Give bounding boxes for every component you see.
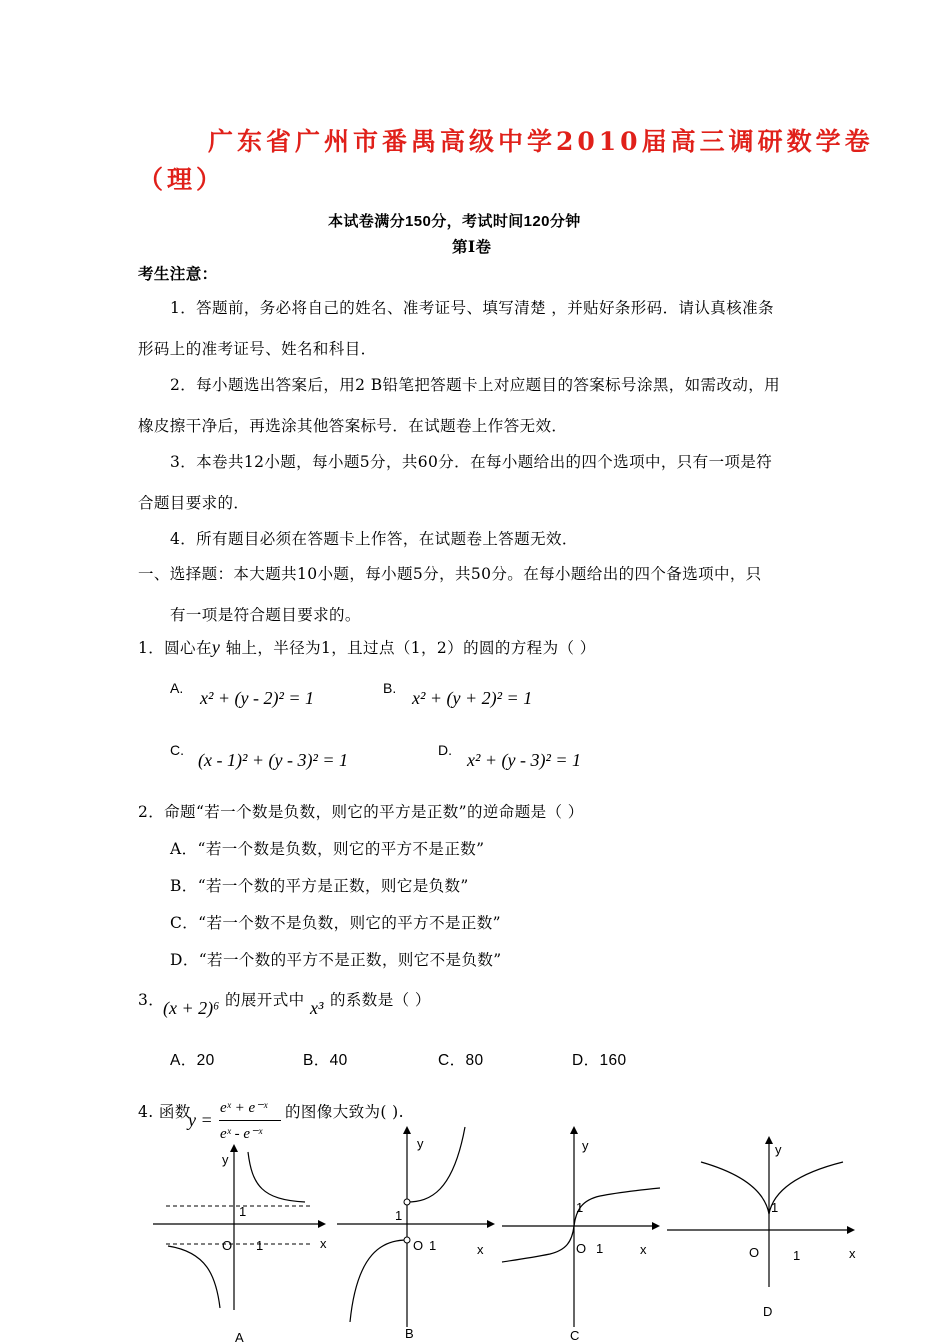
q4-denominator: eˣ - e⁻ˣ (220, 1126, 263, 1142)
notice-3-line-b: 合题目要求的． (138, 494, 250, 512)
q1-option-c[interactable]: (x - 1)² + (y - 3)² = 1 (198, 750, 349, 770)
q3-number: 3． (138, 991, 165, 1009)
q1-option-a[interactable]: x² + (y - 2)² = 1 (200, 688, 315, 708)
q1-option-d[interactable]: x² + (y - 3)² = 1 (467, 750, 582, 770)
q3-option-a[interactable]: A．20 (170, 1052, 215, 1069)
q3-tail: 的系数是（ ） (330, 991, 431, 1009)
graph-b-x-label: x (477, 1242, 484, 1257)
q1-stem-a: 1．圆心在 (138, 639, 212, 657)
q1-option-b-label[interactable]: B. (383, 680, 397, 696)
q4-graph-d[interactable] (665, 1122, 875, 1322)
notice-heading: 考生注意： (138, 264, 218, 283)
volume-label: 第Ⅰ卷 (452, 237, 492, 256)
q4-graph-c[interactable] (500, 1122, 665, 1344)
graph-d-one-y: 1 (771, 1200, 779, 1215)
graph-a-y-label: y (222, 1152, 229, 1167)
graph-a-one-x: 1 (256, 1238, 264, 1253)
q4-graph-a[interactable] (150, 1130, 330, 1344)
graph-a-one-y: 1 (239, 1204, 247, 1219)
graph-c-y-label: y (582, 1138, 589, 1153)
graph-c-label: C (570, 1328, 580, 1343)
q1-stem-b: 轴上，半径为1，且过点（1，2）的圆的方程为（ ） (220, 639, 596, 657)
q4-fraction-bar (219, 1120, 281, 1121)
q3-mid: 的展开式中 (225, 991, 305, 1009)
graph-d-y-label: y (775, 1142, 782, 1157)
graph-b-one-y: 1 (395, 1208, 403, 1223)
graph-d-one-x: 1 (793, 1248, 801, 1263)
q4-prefix: 4. 函数 (138, 1103, 191, 1121)
notice-1-line-a: 1．答题前，务必将自己的姓名、准考证号、填写清楚 ，并贴好条形码．请认真核准条 (170, 299, 774, 317)
q1-stem (138, 636, 596, 658)
graph-c-one-y: 1 (576, 1200, 584, 1215)
q3-option-d[interactable]: D．160 (572, 1052, 627, 1069)
graph-d-x-label: x (849, 1246, 856, 1261)
q1-stem-var: y (211, 637, 221, 657)
q4-graph-b[interactable] (335, 1122, 500, 1344)
q2-option-a[interactable]: A．“若一个数是负数，则它的平方不是正数” (170, 840, 485, 858)
exam-subtitle: 本试卷满分150分，考试时间120分钟 (328, 213, 581, 230)
graph-a-origin: O (222, 1238, 233, 1253)
notice-2-line-a: 2．每小题选出答案后，用2 B铅笔把答题卡上对应题目的答案标号涂黑，如需改动，用 (170, 376, 781, 394)
q3-variable: x³ (310, 998, 324, 1018)
graph-b-y-label: y (417, 1136, 424, 1151)
notice-2-line-b: 橡皮擦干净后，再选涂其他答案标号．在试题卷上作答无效． (138, 417, 568, 435)
q4-numerator: eˣ + e⁻ˣ (220, 1100, 268, 1116)
notice-4-line-a: 4．所有题目必须在答题卡上作答，在试题卷上答题无效． (170, 530, 578, 548)
q4-lhs: y = (188, 1110, 213, 1130)
q3-expression: (x + 2)⁶ (163, 998, 220, 1018)
graph-b-label: B (405, 1326, 414, 1341)
graph-d-label: D (763, 1304, 773, 1319)
page-title: 广东省广州市番禺高级中学2010届高三调研数学卷 (208, 127, 874, 156)
notice-3-line-a: 3．本卷共12小题，每小题5分，共60分．在每小题给出的四个选项中，只有一项是符 (170, 453, 773, 471)
graph-c-origin: O (576, 1241, 587, 1256)
graph-c-one-x: 1 (596, 1241, 604, 1256)
graph-a-label: A (235, 1330, 244, 1344)
q1-option-d-label[interactable]: D. (438, 742, 452, 758)
q1-option-b[interactable]: x² + (y + 2)² = 1 (412, 688, 533, 708)
section-heading: 一、选择题：本大题共10小题，每小题5分，共50分。在每小题给出的四个备选项中，只 (138, 565, 762, 583)
graph-d-origin: O (749, 1245, 760, 1260)
graph-b-origin: O (413, 1238, 424, 1253)
q2-option-b[interactable]: B．“若一个数的平方是正数，则它是负数” (170, 877, 469, 895)
page-title-suffix: （理） (138, 165, 226, 194)
q1-option-c-label[interactable]: C. (170, 742, 184, 758)
graph-a-x-label: x (320, 1236, 327, 1251)
q1-option-a-label[interactable]: A. (170, 680, 184, 696)
q3-option-c[interactable]: C．80 (438, 1052, 484, 1069)
graph-b-one-x: 1 (429, 1238, 437, 1253)
graph-c-x-label: x (640, 1242, 647, 1257)
q2-stem: 2．命题“若一个数是负数，则它的平方是正数”的逆命题是（ ） (138, 803, 584, 821)
q3-option-b[interactable]: B．40 (303, 1052, 348, 1069)
section-heading-cont: 有一项是符合题目要求的。 (170, 606, 361, 624)
notice-1-line-b: 形码上的准考证号、姓名和科目． (138, 340, 377, 358)
q2-option-d[interactable]: D．“若一个数的平方不是正数，则它不是负数” (170, 951, 502, 969)
q2-option-c[interactable]: C．“若一个数不是负数，则它的平方不是正数” (170, 914, 502, 932)
q4-tail: 的图像大致为( ). (285, 1103, 404, 1121)
